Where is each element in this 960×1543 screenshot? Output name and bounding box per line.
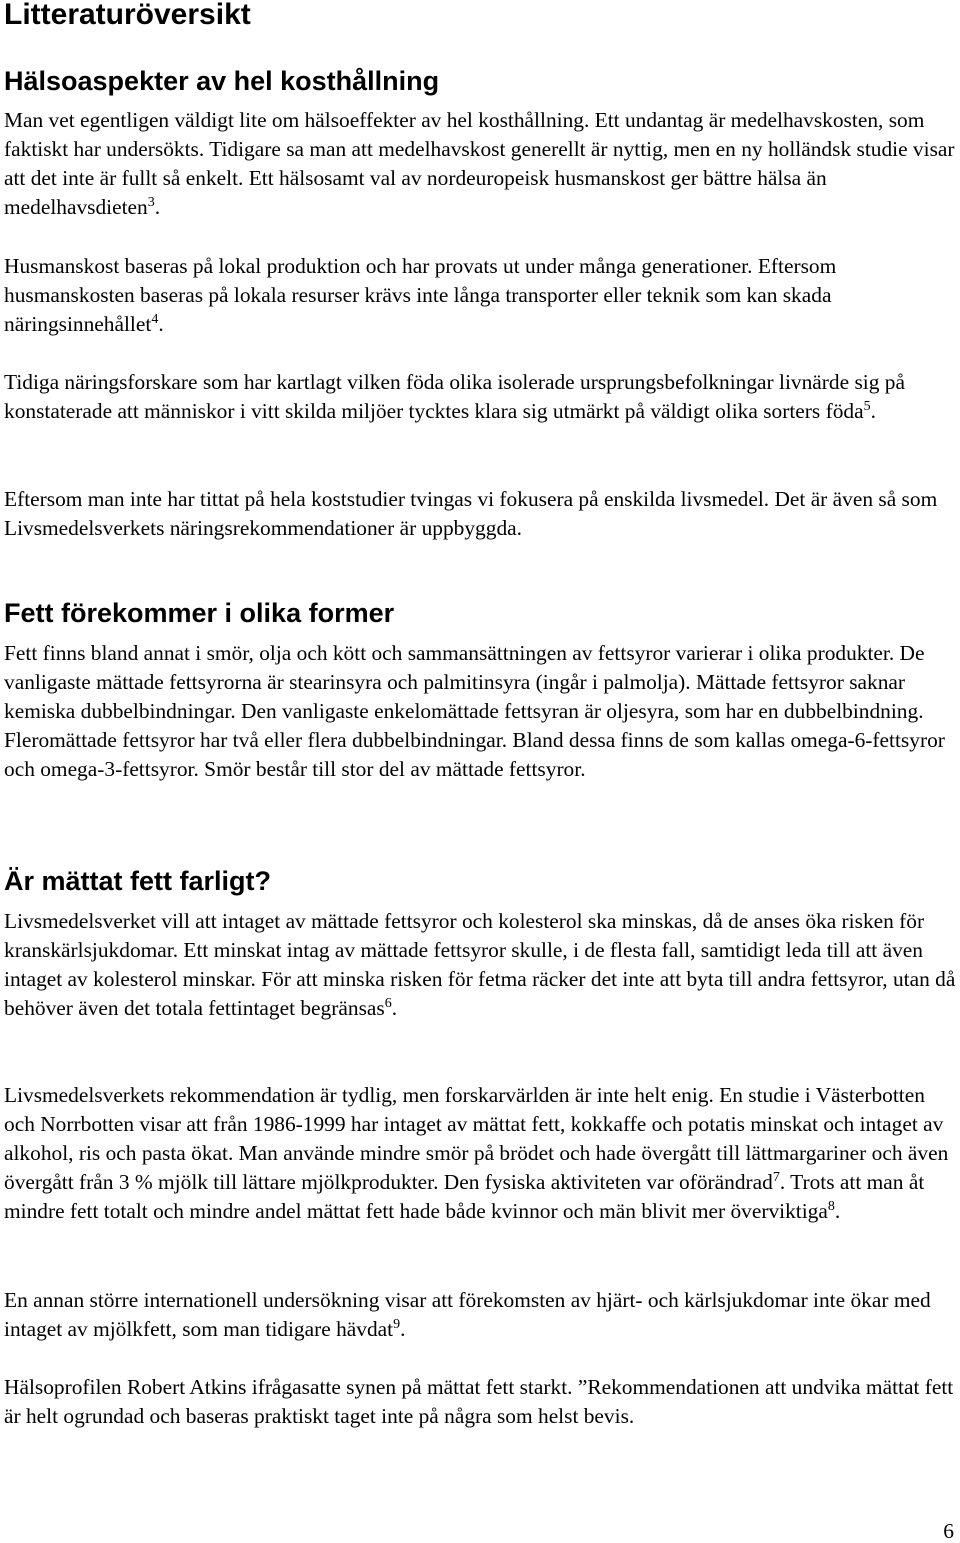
paragraph: [4, 639, 960, 784]
paragraph-text: Trots att man åt mindre fett totalt och mindre andel mättat fett hade både kvinnor och män blivit mer överviktiga: [4, 1170, 925, 1223]
paragraph-text: Livsmedelsverkets rekommendation är tydlig, men forskarvärlden är inte helt enig. En studie i Västerbotten och Norrbotten visar att från 1986-1999 har intaget av mättat fett, kokkaffe och potatis minskat och intaget av alkohol, ris och pasta ökat. Man använde mindre smör på brödet och hade övergått till lättmargariner och även övergått från 3 % mjölk till lättare mjölkprodukter. Den fysiska aktiviteten var oförändrad: [4, 1083, 949, 1194]
reference-number: 9: [393, 1317, 401, 1332]
reference-number: 3: [147, 195, 155, 210]
reference-number: 4: [151, 312, 159, 327]
paragraph-text: Livsmedelsverket vill att intaget av mättade fettsyror och kolesterol ska minskas, då de anses öka risken för kranskärlsjukdomar. Ett minskat intag av mättade fettsyror skulle, i de flesta fall, samtidigt leda till att även intaget av kolesterol minskar. För att minska risken för fetma räcker det inte att byta till andra fettsyror, utan då behöver även det totala fettintaget begränsas: [4, 909, 956, 1020]
paragraph-end: .: [400, 1317, 406, 1341]
reference-number: 8: [827, 1199, 835, 1214]
reference-number: 5: [863, 399, 871, 414]
paragraph: [4, 907, 960, 1023]
page-number: 6: [943, 1519, 954, 1543]
paragraph: [4, 1373, 960, 1431]
paragraph-text: Man vet egentligen väldigt lite om hälsoeffekter av hel kosthållning. Ett undantag är medelhavskosten, som faktiskt har undersökts. Tidigare sa man att medelhavskost generellt är nyttig, men en ny holländsk studie visar att det inte är fullt så enkelt. Ett hälsosamt val av nordeuropeisk husmanskost ger bättre hälsa än medelhavsdieten: [4, 108, 955, 219]
paragraph: [4, 106, 960, 222]
paragraph: [4, 252, 960, 339]
paragraph-end: .: [158, 312, 164, 336]
reference-number: 6: [384, 996, 392, 1011]
paragraph-end: .: [779, 1170, 786, 1194]
paragraph-end: .: [834, 1199, 841, 1223]
section-heading-fett: Fett förekommer i olika former: [4, 598, 395, 628]
paragraph-end: .: [391, 996, 398, 1020]
paragraph-end: .: [154, 195, 161, 219]
paragraph-text: Husmanskost baseras på lokal produktion och har provats ut under många generationer. Eftersom husmanskosten baseras på lokala resurser krävs inte långa transporter eller teknik som kan skada näringsinnehållet: [4, 254, 837, 336]
paragraph-text: En annan större internationell undersökning visar att förekomsten av hjärt- och kärlsjukdomar inte ökar med intaget av mjölkfett, som man tidigare hävdat: [4, 1288, 931, 1341]
paragraph-text: Hälsoprofilen Robert Atkins ifrågasatte synen på mättat fett starkt. ”Rekommendationen att undvika mättat fett är helt ogrundad och baseras praktiskt taget inte på några som helst bevis.: [4, 1375, 954, 1428]
paragraph-end: .: [870, 399, 876, 423]
reference-number: 7: [772, 1170, 780, 1185]
paragraph: [4, 368, 960, 426]
section-heading-mattat-fett: Är mättat fett farligt?: [4, 866, 272, 896]
paragraph: [4, 1081, 960, 1226]
page-title: Litteraturöversikt: [4, 0, 251, 31]
paragraph: [4, 485, 960, 543]
paragraph: [4, 1286, 960, 1344]
paragraph-text: Fett finns bland annat i smör, olja och kött och sammansättningen av fettsyror varierar i olika produkter. De vanligaste mättade fettsyrorna är stearinsyra och palmitinsyra (ingår i palmolja). Mättade fettsyror saknar kemiska dubbelbindningar. Den vanligaste enkelomättade fettsyran är oljesyra, som har en dubbelbindning. Fleromättade fettsyror har två eller flera dubbelbindningar. Bland dessa finns de som kallas omega-6-fettsyror och omega-3-fettsyror. Smör består till stor del av mättade fettsyror.: [4, 641, 945, 781]
paragraph-text: Tidiga näringsforskare som har kartlagt vilken föda olika isolerade ursprungsbefolkningar livnärde sig på konstaterade att människor i vitt skilda miljöer tycktes klara sig utmärkt på väldigt olika sorters föda: [4, 370, 905, 423]
section-heading-halsoaspekter: Hälsoaspekter av hel kosthållning: [4, 66, 440, 96]
paragraph-text: Eftersom man inte har tittat på hela koststudier tvingas vi fokusera på enskilda livsmedel. Det är även så som Livsmedelsverkets näringsrekommendationer är uppbyggda.: [4, 487, 938, 540]
